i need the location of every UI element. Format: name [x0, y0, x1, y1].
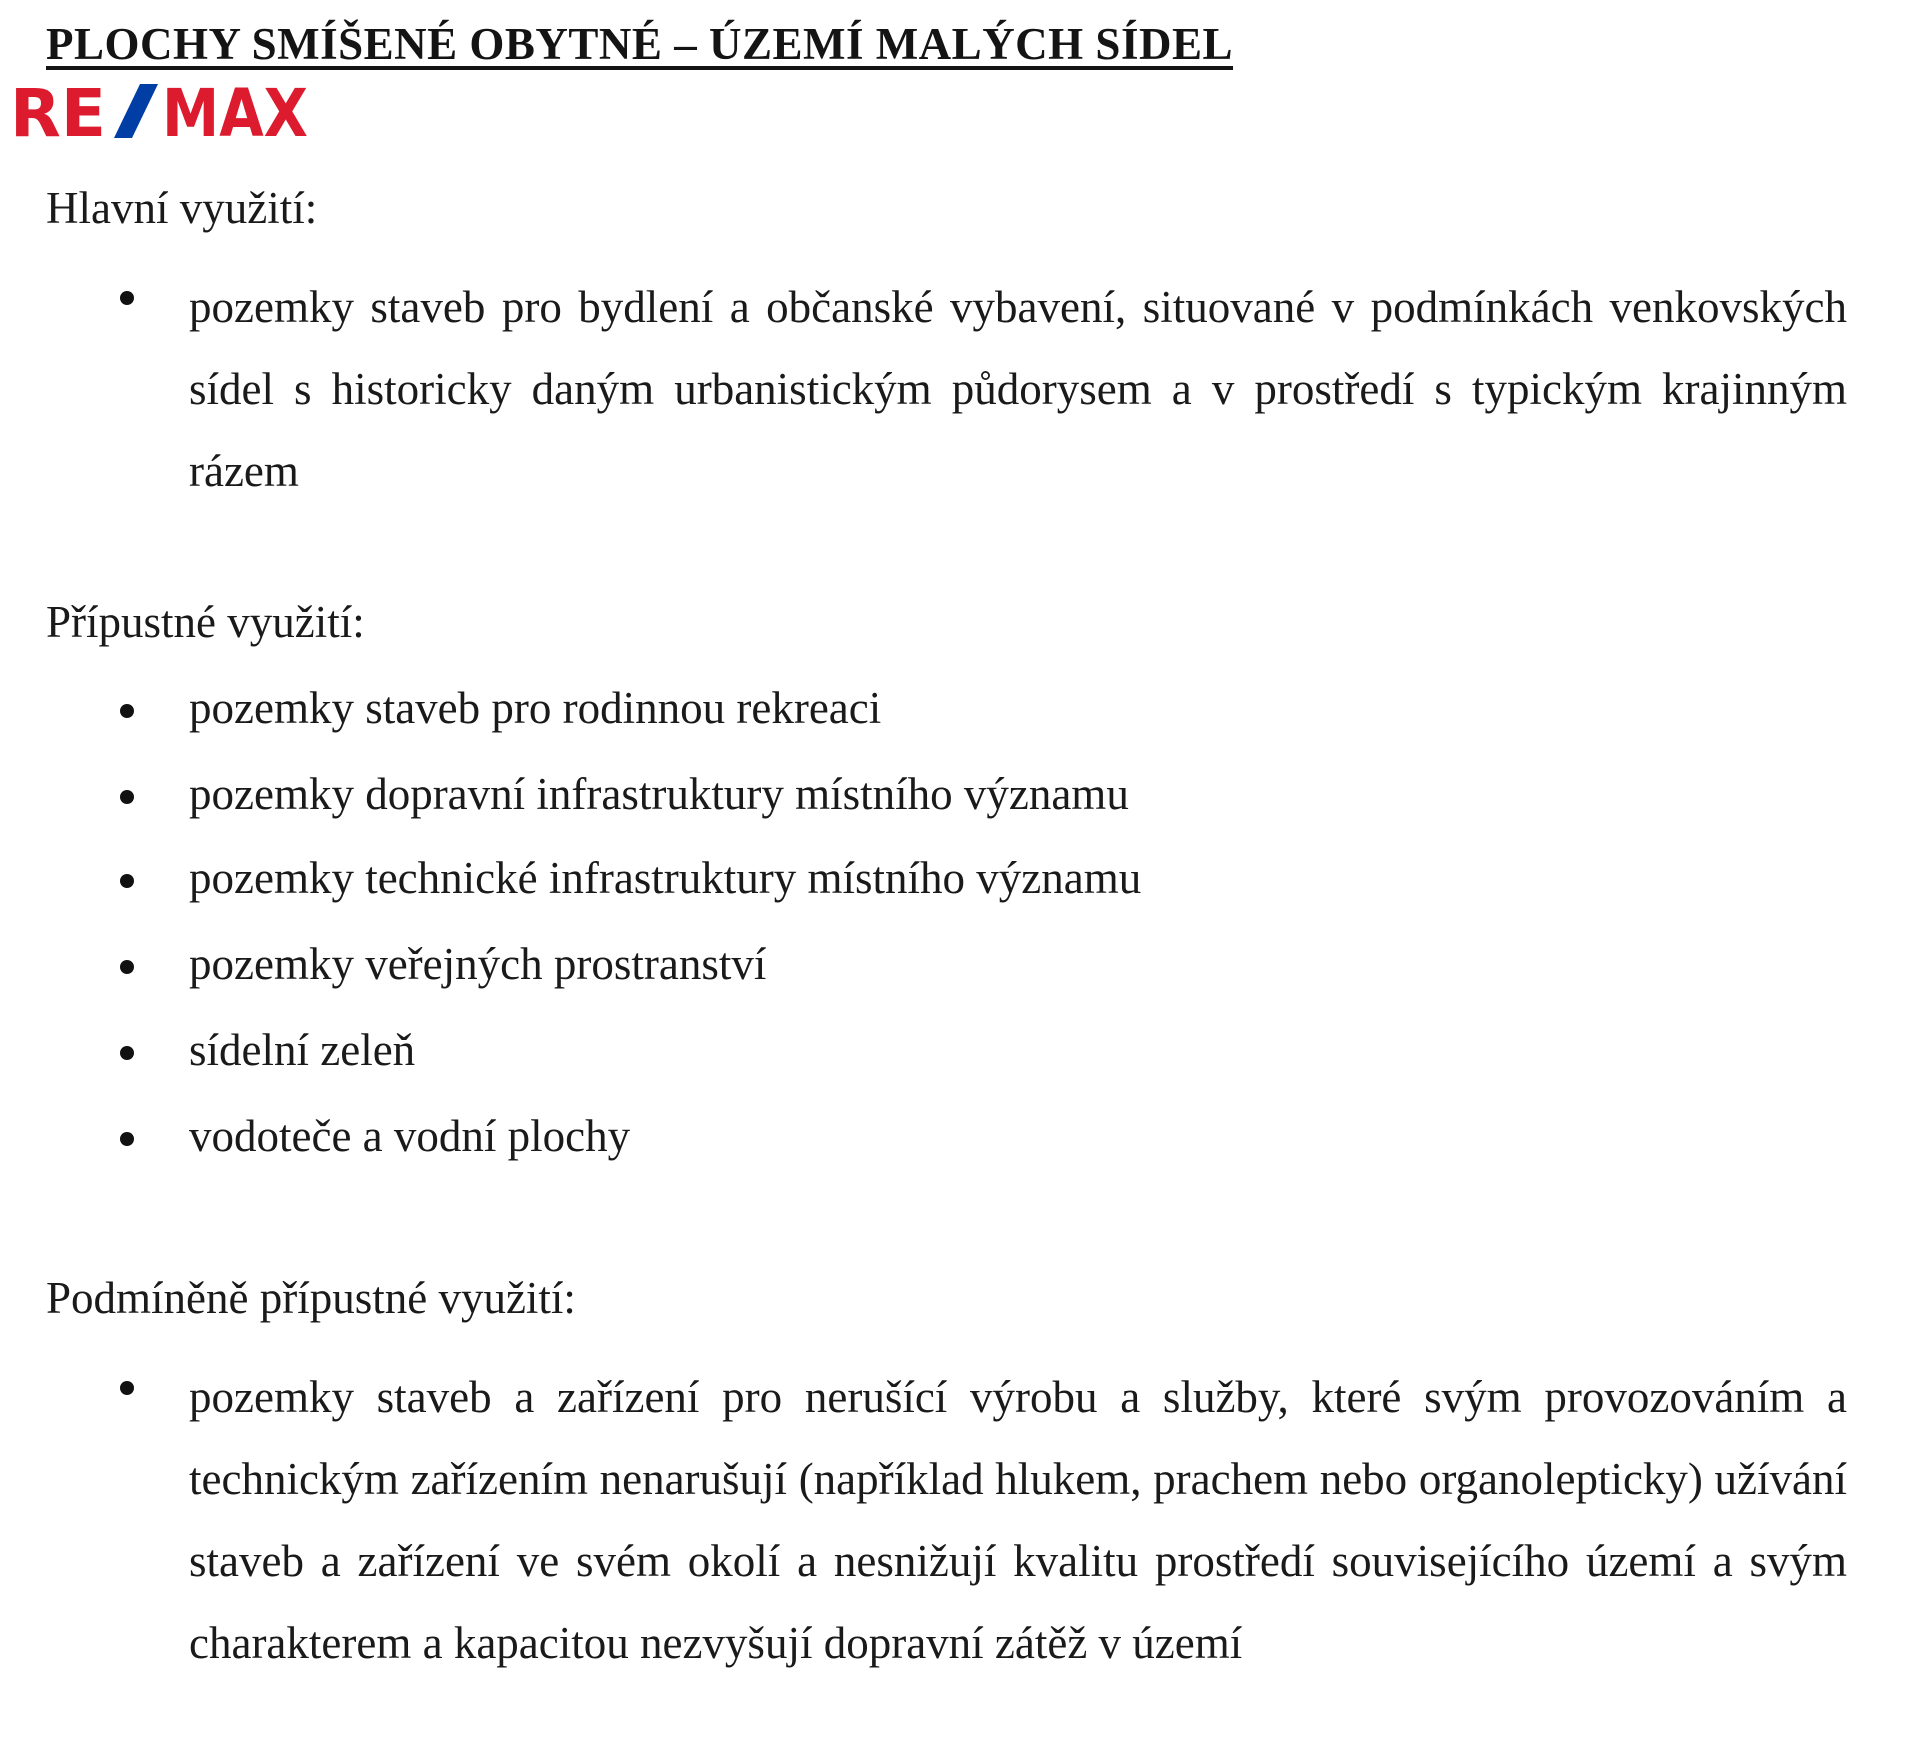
document-title: PLOCHY SMÍŠENÉ OBYTNÉ – ÚZEMÍ MALÝCH SÍDEL — [46, 19, 1234, 69]
section-heading-conditional: Podmíněně přípustné využití: — [46, 1273, 576, 1323]
bullet-icon — [120, 1046, 134, 1060]
remax-logo — [10, 75, 310, 152]
section-heading-permitted: Přípustné využití: — [46, 597, 365, 647]
list-item-text: pozemky dopravní infrastruktury místního významu — [189, 769, 1129, 819]
bullet-icon — [120, 1132, 134, 1146]
svg-text:RE: RE — [10, 75, 106, 152]
bullet-icon — [120, 960, 134, 974]
section-heading-main: Hlavní využití: — [46, 183, 318, 233]
bullet-icon — [120, 790, 134, 804]
bullet-icon — [120, 291, 134, 305]
list-item-text: pozemky staveb pro rodinnou rekreaci — [189, 683, 882, 733]
list-item-text: pozemky technické infrastruktury místního významu — [189, 853, 1142, 903]
list-item-text: pozemky staveb pro bydlení a občanské vybavení, situované v podmínkách venkovských sídel s historicky daným urbanistickým půdorysem a v prostředí s typickým krajinným rázem — [189, 282, 1847, 496]
bullet-icon — [120, 874, 134, 888]
list-item-text: pozemky staveb a zařízení pro nerušící výrobu a služby, které svým provozováním a technickým zařízením nenarušují (například hlukem, prachem nebo organolepticky) užívání staveb a zařízení ve svém okolí a nesnižují kvalitu prostředí souvisejícího území a svým charakterem a kapacitou nezvyšují dopravní zátěž v území — [189, 1372, 1847, 1668]
list-item-text: vodoteče a vodní plochy — [189, 1111, 631, 1161]
svg-text:MAX: MAX — [162, 75, 308, 152]
bullet-icon — [120, 704, 134, 718]
list-item-text: pozemky veřejných prostranství — [189, 939, 767, 989]
list-item-text: sídelní zeleň — [189, 1025, 416, 1075]
bullet-icon — [120, 1381, 134, 1395]
